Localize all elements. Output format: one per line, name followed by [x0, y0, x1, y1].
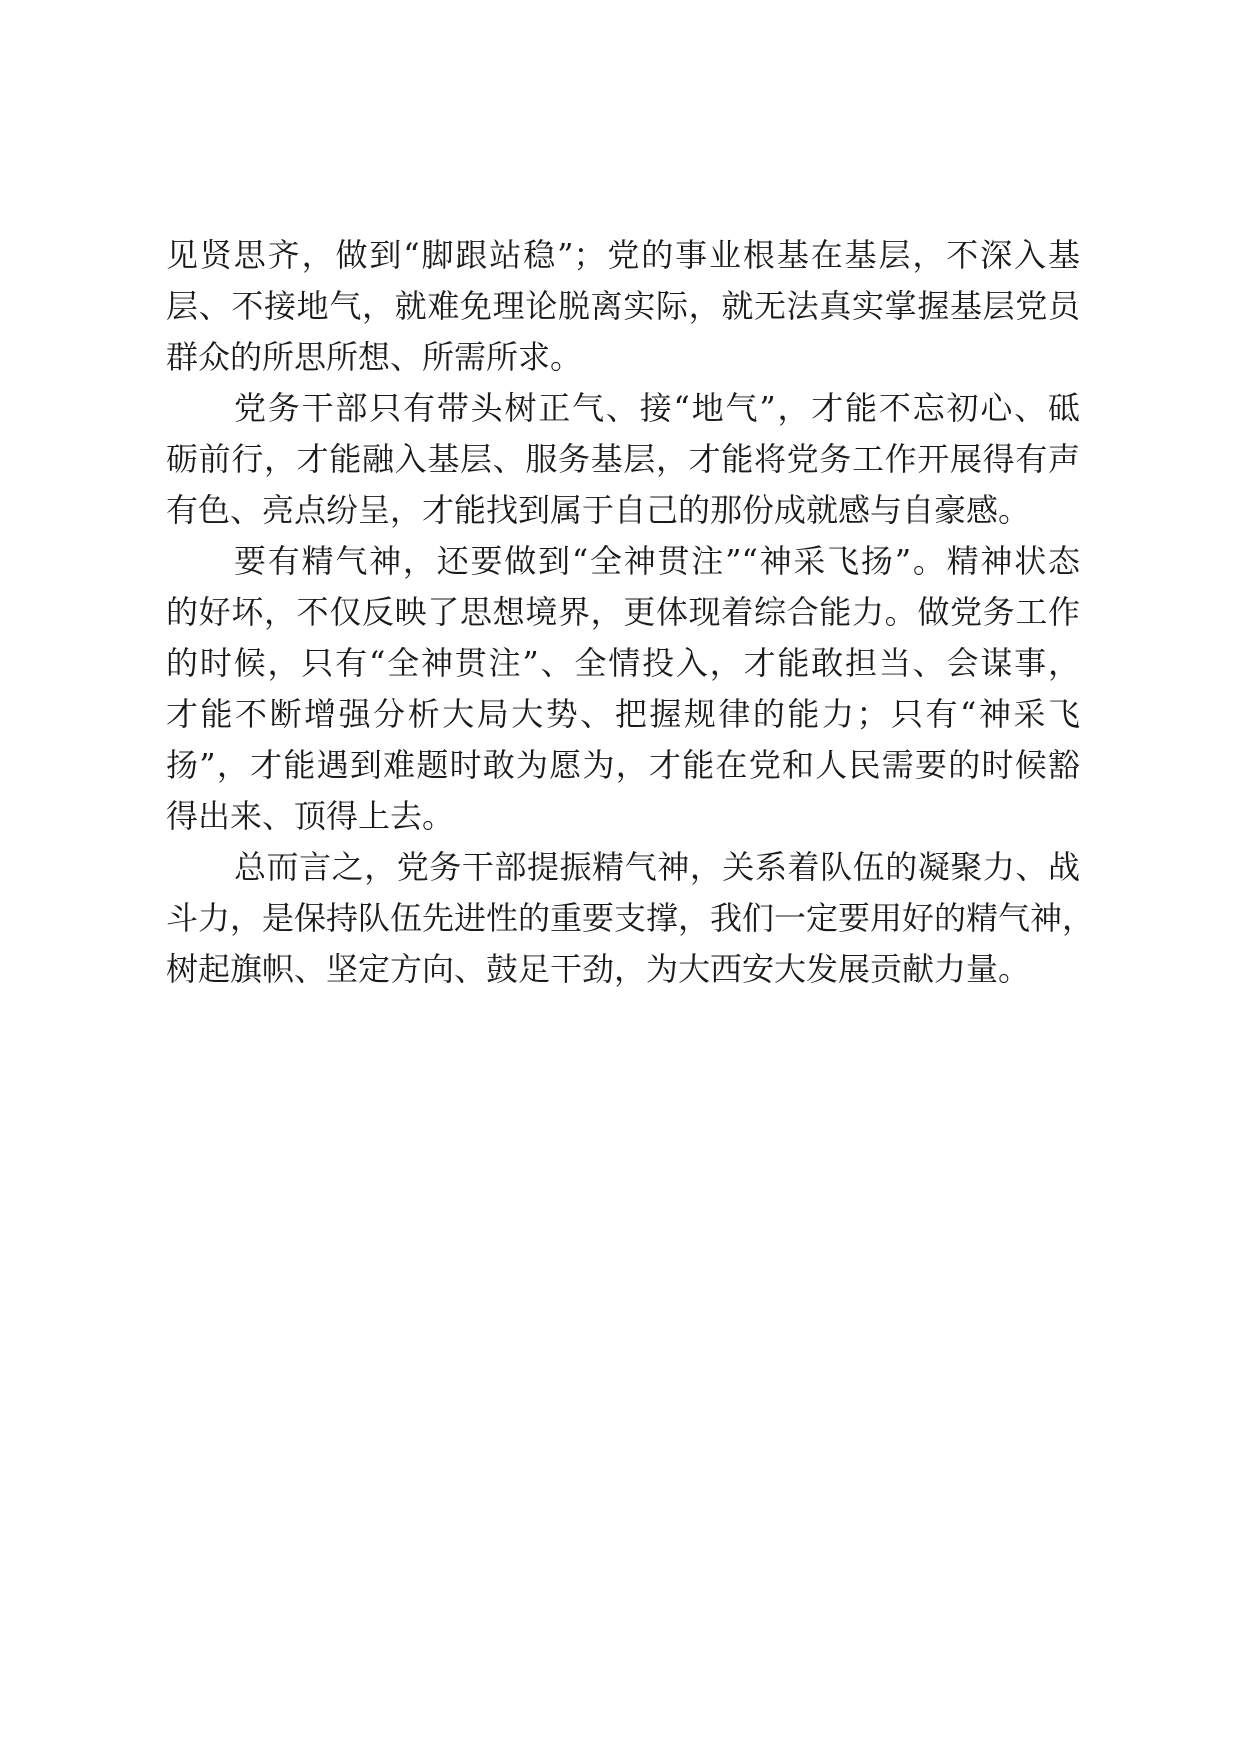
text-line: 的时候，只有“全神贯注”、全情投入，才能敢担当、会谋事，: [166, 644, 1080, 682]
paragraph-3: [166, 536, 1080, 842]
text-line: 砺前行，才能融入基层、服务基层，才能将党务工作开展得有声: [166, 440, 1080, 478]
document-body: [166, 230, 1095, 995]
text-line: 的好坏，不仅反映了思想境界，更体现着综合能力。做党务工作: [166, 593, 1080, 631]
text-line: 斗力，是保持队伍先进性的重要支撑，我们一定要用好的精气神，: [166, 899, 1095, 937]
text-line: 群众的所思所想、所需所求。: [166, 338, 583, 376]
paragraph-1: [166, 230, 1080, 383]
paragraph-4: [166, 842, 1095, 995]
text-line: 扬”，才能遇到难题时敢为愿为，才能在党和人民需要的时候豁: [166, 746, 1080, 784]
text-line: 见贤思齐，做到“脚跟站稳”；党的事业根基在基层，不深入基: [166, 236, 1080, 274]
text-line: 才能不断增强分析大局大势、把握规律的能力；只有“神采飞: [166, 695, 1080, 733]
text-line: 得出来、顶得上去。: [166, 797, 455, 835]
text-line: 党务干部只有带头树正气、接“地气”，才能不忘初心、砥: [234, 389, 1080, 427]
text-line: 有色、亮点纷呈，才能找到属于自己的那份成就感与自豪感。: [166, 491, 1031, 529]
text-line: 要有精气神，还要做到“全神贯注”“神采飞扬”。精神状态: [234, 542, 1080, 580]
paragraph-2: [166, 383, 1080, 536]
text-line: 层、不接地气，就难免理论脱离实际，就无法真实掌握基层党员: [166, 287, 1080, 325]
text-line: 总而言之，党务干部提振精气神，关系着队伍的凝聚力、战: [234, 848, 1080, 886]
text-line: 树起旗帜、坚定方向、鼓足干劲，为大西安大发展贡献力量。: [166, 950, 1031, 988]
